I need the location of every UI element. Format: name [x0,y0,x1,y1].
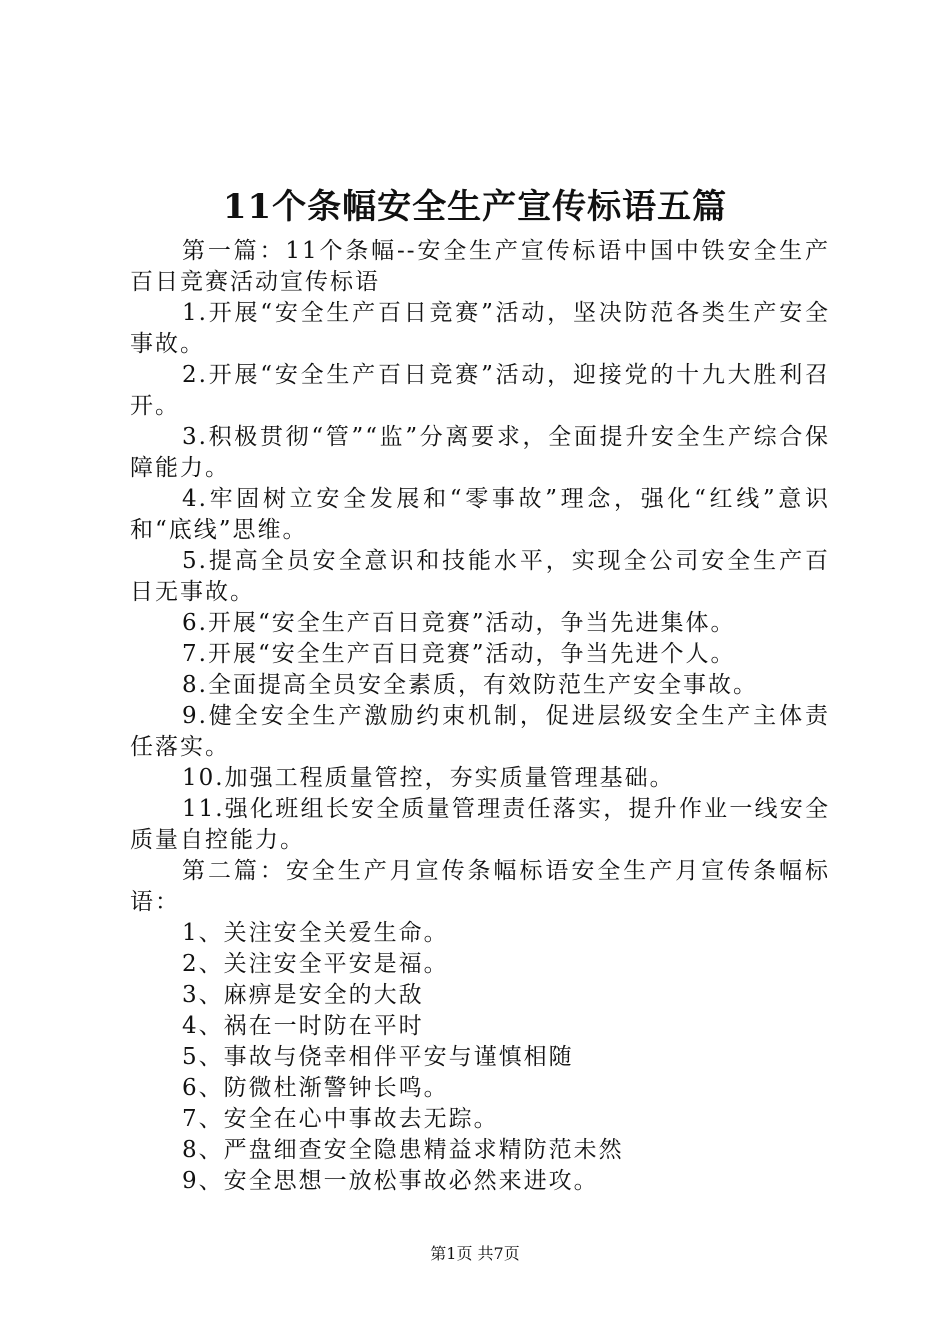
page-number-footer: 第1页 共7页 [430,1244,520,1263]
paragraph: 9.健全安全生产激励约束机制，促进层级安全生产主体责任落实。 [130,703,830,760]
paragraph: 7.开展“安全生产百日竞赛”活动，争当先进个人。 [182,641,736,667]
paragraph: 2、关注安全平安是福。 [182,951,449,977]
paragraph: 3.积极贯彻“管”“监”分离要求，全面提升安全生产综合保障能力。 [130,424,830,481]
paragraph: 5、事故与侥幸相伴平安与谨慎相随 [182,1044,574,1070]
paragraph: 2.开展“安全生产百日竞赛”活动，迎接党的十九大胜利召开。 [130,362,830,419]
paragraph: 5.提高全员安全意识和技能水平，实现全公司安全生产百日无事故。 [130,548,830,605]
document-title: 11个条幅安全生产宣传标语五篇 [222,187,728,227]
paragraph: 4、祸在一时防在平时 [182,1013,424,1039]
paragraph: 8.全面提高全员安全素质，有效防范生产安全事故。 [182,672,758,698]
paragraph: 8、严盘细查安全隐患精益求精防范未然 [182,1137,624,1163]
paragraph: 9、安全思想一放松事故必然来进攻。 [182,1168,599,1194]
paragraph: 7、安全在心中事故去无踪。 [182,1106,499,1132]
paragraph: 第二篇：安全生产月宣传条幅标语安全生产月宣传条幅标语： [130,858,830,915]
paragraph: 1、关注安全关爱生命。 [182,920,449,946]
paragraph: 4.牢固树立安全发展和“零事故”理念，强化“红线”意识和“底线”思维。 [130,486,830,543]
paragraph: 1.开展“安全生产百日竞赛”活动，坚决防范各类生产安全事故。 [130,300,830,357]
paragraph: 11.强化班组长安全质量管理责任落实，提升作业一线安全质量自控能力。 [130,796,830,853]
paragraph: 6、防微杜渐警钟长鸣。 [182,1075,449,1101]
document-body [130,236,830,1197]
paragraph: 6.开展“安全生产百日竞赛”活动，争当先进集体。 [182,610,736,636]
paragraph: 第一篇：11个条幅--安全生产宣传标语中国中铁安全生产百日竞赛活动宣传标语 [130,238,830,295]
paragraph: 10.加强工程质量管控，夯实质量管理基础。 [182,765,675,791]
paragraph: 3、麻痹是安全的大敌 [182,982,424,1008]
